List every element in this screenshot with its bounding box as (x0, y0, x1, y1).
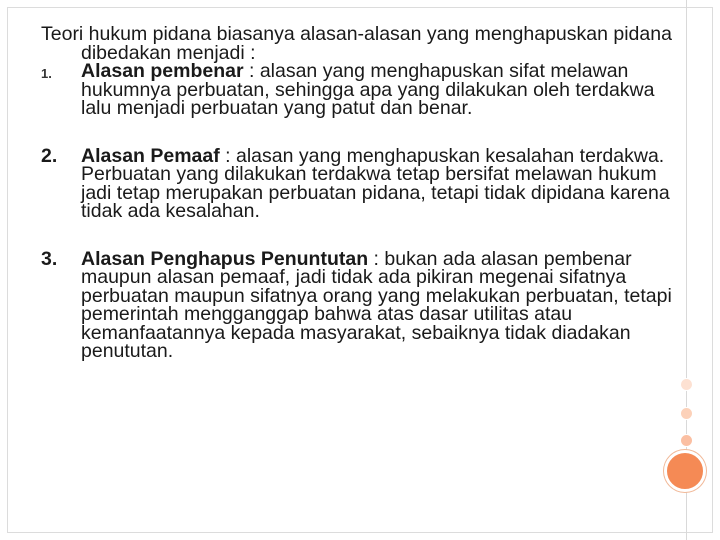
list-number: 2. (41, 144, 58, 167)
list-item-text (81, 144, 689, 222)
decorative-dot-3 (680, 434, 693, 447)
decorative-dot-1 (680, 378, 693, 391)
list-item-text (81, 247, 689, 362)
slide-content (41, 25, 689, 361)
list-item-1 (41, 62, 689, 118)
definition: : bukan ada alasan pembenar maupun alasan pemaaf, jadi tidak ada pikiran megenai sifatnya perbuatan maupun sifatnya orang yang melakukan perbuatan, tetapi pemerintah mengganggap bahwa atas dasar utilitas atau kemanfaatannya kepada masyarakat, sebaiknya tidak diadakan penututan. (81, 247, 672, 362)
list-item-2 (41, 144, 689, 222)
list-number: 3. (41, 247, 58, 270)
term-alasan-pemaaf: Alasan Pemaaf (81, 144, 220, 167)
decorative-dot-2 (680, 407, 693, 420)
list-item-text (81, 62, 689, 118)
intro-text: Teori hukum pidana biasanya alasan-alasan yang menghapuskan pidana dibedakan menjadi : (41, 23, 672, 64)
list-number: 1. (41, 66, 52, 81)
term-alasan-penghapus-penuntutan: Alasan Penghapus Penuntutan (81, 247, 369, 270)
definition: : alasan yang menghapuskan kesalahan terdakwa. Perbuatan yang dilakukan terdakwa tetap bersifat melawan hukum jadi tetap merupakan perbuatan pidana, tetapi tidak dipidana karena tidak ada kesalahan. (81, 144, 670, 222)
term-alasan-pembenar: Alasan pembenar (81, 60, 244, 82)
list-item-3 (41, 247, 689, 362)
decorative-orange-circle (664, 450, 706, 492)
definition: : alasan yang menghapuskan sifat melawan hukumnya perbuatan, sehingga apa yang dilakukan oleh terdakwa lalu menjadi perbuatan yang patut dan benar. (81, 60, 655, 119)
